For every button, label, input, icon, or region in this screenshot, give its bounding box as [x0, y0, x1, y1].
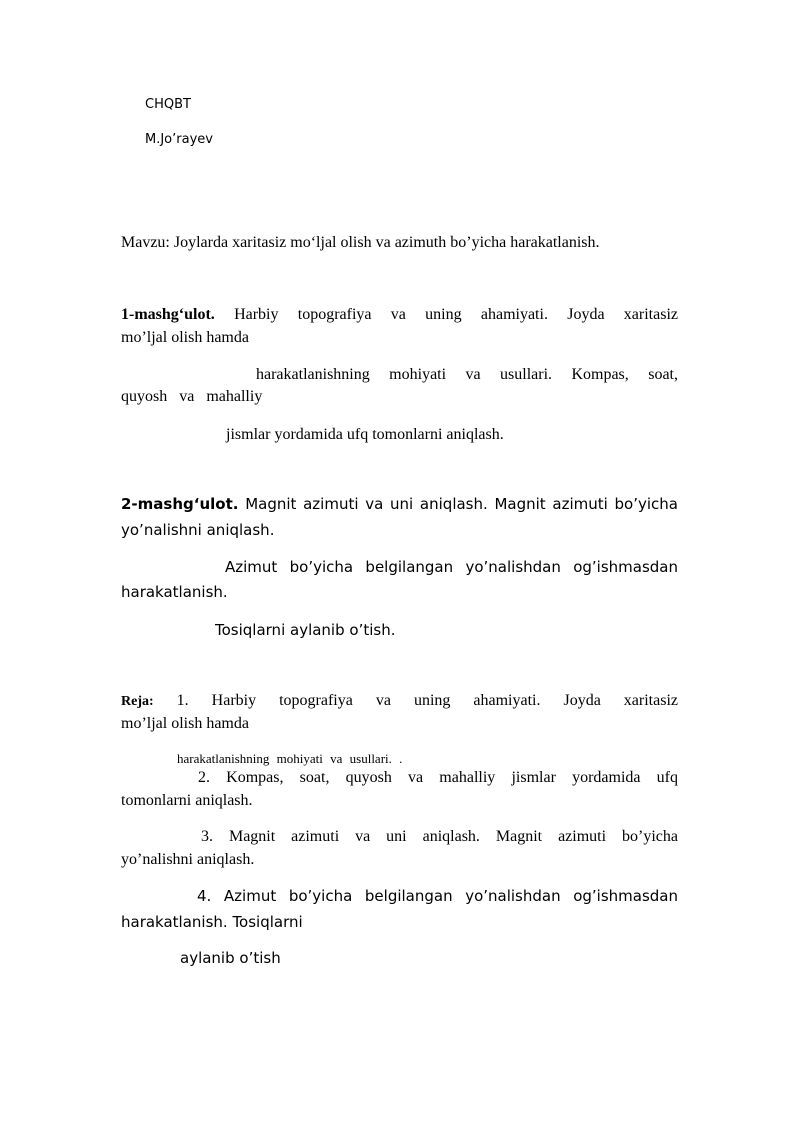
lesson2-line1 [121, 495, 678, 513]
lesson1-text1: Harbiy topografiya va uning ahamiyati. Joyda xaritasiz [234, 306, 679, 323]
lesson1-line4: quyosh va mahalliy [121, 388, 263, 405]
org-name: CHQBT [145, 97, 191, 112]
plan-item4-line1: 4. Azimut bo’yicha belgilangan yo’nalishdan og’ishmasdan [197, 887, 678, 905]
lesson1-line3: harakatlanishning mohiyati va usullari. Kompas, soat, [256, 366, 678, 383]
lesson1-label: 1-mashg‘ulot. [121, 306, 215, 323]
plan-item3-line1: 3. Magnit azimuti va uni aniqlash. Magnit azimuti bo’yicha [201, 828, 678, 845]
lesson2-line3: Azimut bo’yicha belgilangan yo’nalishdan og’ishmasdan [225, 558, 678, 576]
lesson2-line5: Tosiqlarni aylanib o’tish. [215, 621, 396, 639]
plan-item1-line3: harakatlanishning mohiyati va usullari. . [177, 751, 403, 766]
lesson1-line5: jismlar yordamida ufq tomonlarni aniqlash. [226, 426, 504, 443]
author-name: M.Jo’rayev [145, 132, 213, 147]
lesson2-text1: Magnit azimuti va uni aniqlash. Magnit azimuti bo’yicha [245, 495, 678, 513]
plan-label: Reja: [121, 694, 154, 709]
plan-item1-line1 [121, 692, 678, 710]
lesson2-line2: yo’nalishni aniqlash. [121, 521, 275, 539]
plan-item1-text1: 1. Harbiy topografiya va uning ahamiyati. Joyda xaritasiz [176, 692, 678, 709]
lesson1-line1 [121, 306, 678, 324]
lesson2-label: 2-mashg‘ulot. [121, 495, 239, 513]
plan-item3-line2: yo’nalishni aniqlash. [121, 851, 255, 868]
plan-item2-line1: 2. Kompas, soat, quyosh va mahalliy jismlar yordamida ufq [198, 769, 678, 786]
plan-item2-line2: tomonlarni aniqlash. [121, 792, 253, 809]
lesson1-line2: mo’ljal olish hamda [121, 329, 249, 346]
plan-item4-line3: aylanib o’tish [180, 949, 281, 967]
plan-item1-line2: mo’ljal olish hamda [121, 715, 249, 732]
lesson2-line4: harakatlanish. [121, 583, 228, 601]
plan-item4-line2: harakatlanish. Tosiqlarni [121, 913, 303, 931]
topic-line: Mavzu: Joylarda xaritasiz mo‘ljal olish va azimuth bo’yicha harakatlanish. [121, 234, 600, 251]
